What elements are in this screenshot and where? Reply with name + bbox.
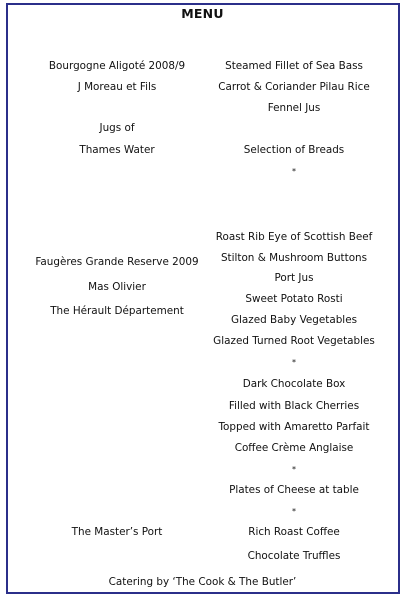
main-line-3: Port Jus	[274, 272, 314, 284]
starter-line-4: Selection of Breads	[243, 144, 345, 156]
main-line-5: Glazed Baby Vegetables	[230, 314, 358, 326]
white-wine-name: Bourgogne Aligoté 2008/9	[48, 60, 186, 72]
main-separator: *	[292, 358, 296, 367]
water-line-1: Jugs of	[99, 122, 135, 134]
cheese-separator: *	[292, 507, 296, 516]
white-wine-producer: J Moreau et Fils	[77, 81, 157, 93]
main-line-6: Glazed Turned Root Vegetables	[213, 335, 375, 347]
water-line-2: Thames Water	[79, 144, 155, 156]
coffee-line-1: Rich Roast Coffee	[248, 526, 340, 538]
starter-separator: *	[292, 167, 296, 176]
starter-line-1: Steamed Fillet of Sea Bass	[225, 60, 363, 72]
coffee-line-2: Chocolate Truffles	[247, 550, 341, 562]
main-line-1: Roast Rib Eye of Scottish Beef	[215, 231, 373, 243]
red-wine-region: The Hérault Département	[50, 305, 184, 317]
catering-credit: Catering by ‘The Cook & The Butler’	[108, 576, 297, 588]
dessert-line-3: Topped with Amaretto Parfait	[218, 421, 370, 433]
cheese-line-1: Plates of Cheese at table	[229, 484, 359, 496]
starter-line-2: Carrot & Coriander Pilau Rice	[218, 81, 370, 93]
menu-title: MENU	[181, 6, 224, 21]
main-line-2: Stilton & Mushroom Buttons	[220, 252, 368, 264]
dessert-line-4: Coffee Crème Anglaise	[234, 442, 354, 454]
port-wine: The Master’s Port	[71, 526, 163, 538]
dessert-line-2: Filled with Black Cherries	[228, 400, 360, 412]
main-line-4: Sweet Potato Rosti	[245, 293, 343, 305]
red-wine-name: Faugères Grande Reserve 2009	[35, 256, 199, 268]
dessert-separator: *	[292, 465, 296, 474]
dessert-line-1: Dark Chocolate Box	[242, 378, 346, 390]
starter-line-3: Fennel Jus	[267, 102, 321, 114]
red-wine-producer: Mas Olivier	[88, 281, 146, 293]
